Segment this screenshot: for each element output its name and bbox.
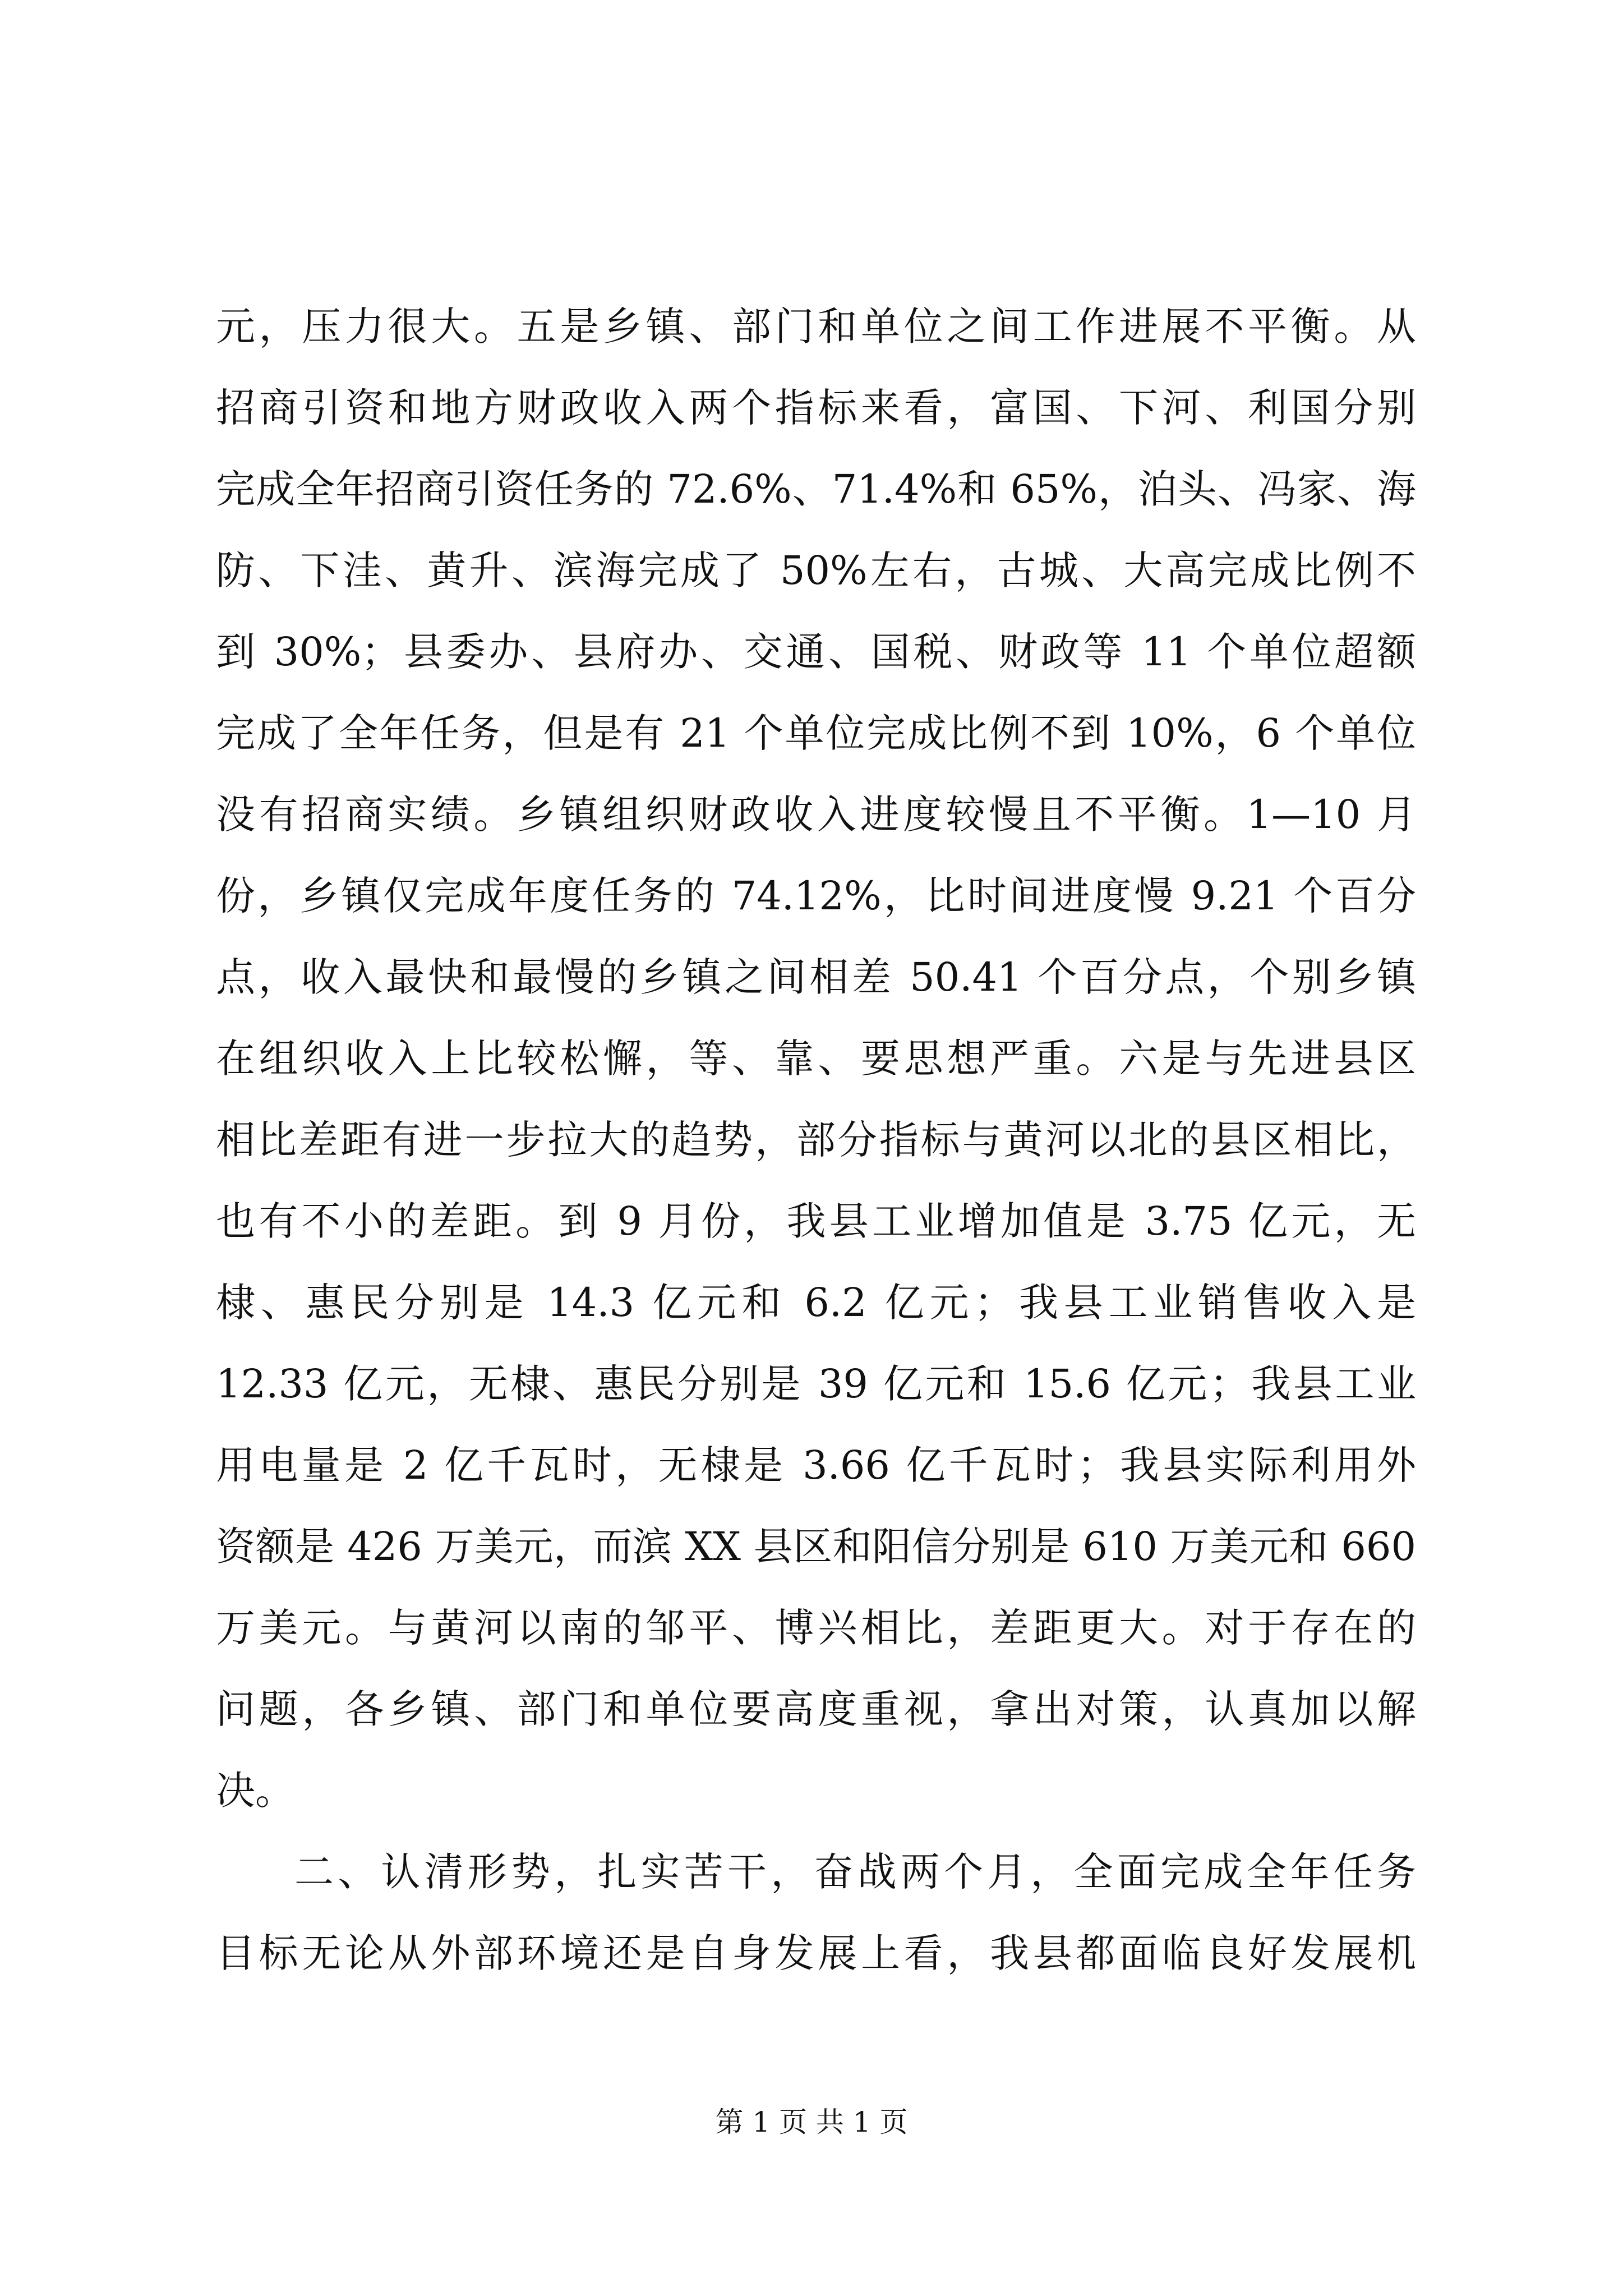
page-footer [0,2102,1623,2142]
text-line: 问题，各乡镇、部门和单位要高度重视，拿出对策，认真加以解 [216,1686,1416,1732]
text-line: 万美元。与黄河以南的邹平、博兴相比，差距更大。对于存在的 [216,1605,1416,1651]
text-line: 在组织收入上比较松懈，等、靠、要思想严重。六是与先进县区 [216,1036,1416,1082]
text-line: 决。 [216,1768,294,1814]
text-line: 也有不小的差距。到 9 月份，我县工业增加值是 3.75 亿元，无 [216,1198,1416,1244]
text-line: 元，压力很大。五是乡镇、部门和单位之间工作进展不平衡。从 [216,303,1416,349]
text-line: 棣、惠民分别是 14.3 亿元和 6.2 亿元；我县工业销售收入是 [216,1280,1416,1326]
text-line: 防、下洼、黄升、滨海完成了 50%左右，古城、大高完成比例不 [216,547,1416,593]
paragraph-1 [216,286,1416,1832]
text-line: 资额是 426 万美元，而滨 XX 县区和阳信分别是 610 万美元和 660 [216,1524,1416,1570]
text-line: 完成全年招商引资任务的 72.6%、71.4%和 65%，泊头、冯家、海 [216,466,1416,512]
text-line: 目标无论从外部环境还是自身发展上看，我县都面临良好发展机 [216,1930,1416,1976]
paragraph-2 [216,1832,1416,1994]
text-line: 完成了全年任务，但是有 21 个单位完成比例不到 10%，6 个单位 [216,710,1416,756]
text-line: 招商引资和地方财政收入两个指标来看，富国、下河、利国分别 [216,385,1416,431]
section-heading-line: 二、认清形势，扎实苦干，奋战两个月，全面完成全年任务 [294,1849,1416,1895]
text-line: 用电量是 2 亿千瓦时，无棣是 3.66 亿千瓦时；我县实际利用外 [216,1442,1416,1488]
body-text [216,286,1416,1994]
page-number-label: 第 1 页 共 1 页 [715,2106,908,2138]
text-line: 点，收入最快和最慢的乡镇之间相差 50.41 个百分点，个别乡镇 [216,954,1416,1000]
text-line: 份，乡镇仅完成年度任务的 74.12%，比时间进度慢 9.21 个百分 [216,873,1416,919]
text-line: 没有招商实绩。乡镇组织财政收入进度较慢且不平衡。1—10 月 [216,792,1416,838]
text-line: 12.33 亿元，无棣、惠民分别是 39 亿元和 15.6 亿元；我县工业 [216,1361,1416,1407]
text-line: 相比差距有进一步拉大的趋势，部分指标与黄河以北的县区相比， [216,1117,1416,1163]
text-line: 到 30%；县委办、县府办、交通、国税、财政等 11 个单位超额 [216,629,1416,675]
